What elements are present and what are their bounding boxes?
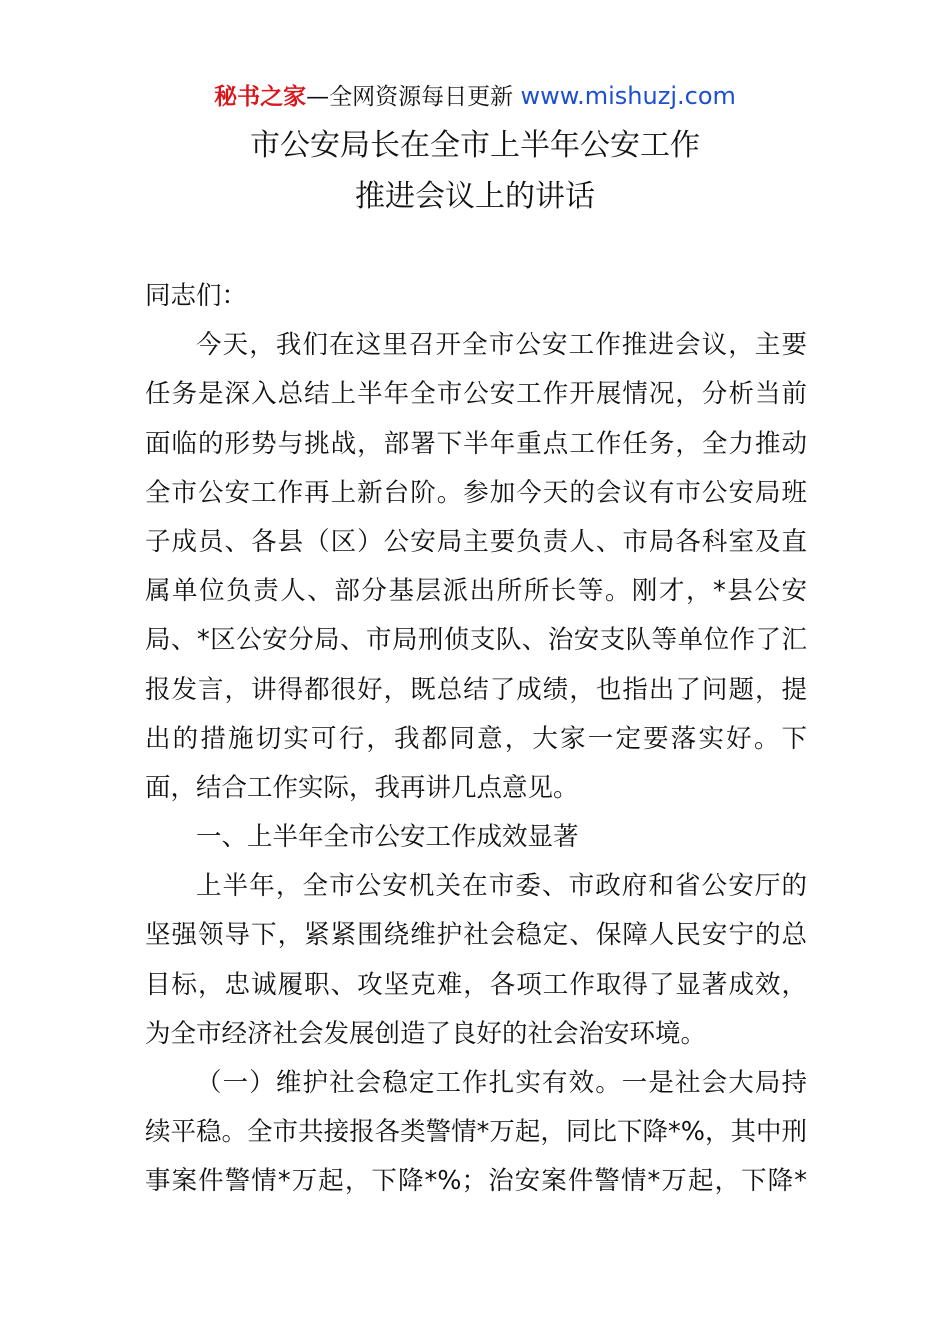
paragraph-line: 面临的形势与挑战，部署下半年重点工作任务，全力推动 bbox=[145, 428, 807, 459]
paragraph-line: （一）维护社会稳定工作扎实有效。一是社会大局持 bbox=[196, 1068, 807, 1098]
site-header bbox=[0, 80, 950, 113]
paragraph-line: 目标，忠诚履职、攻坚克难，各项工作取得了显著成效， bbox=[145, 969, 807, 1000]
paragraph-line: 报发言，讲得都很好，既总结了成绩，也指出了问题，提 bbox=[145, 674, 807, 705]
document-body bbox=[145, 272, 807, 1207]
brand-name: 秘书之家 bbox=[214, 84, 307, 110]
paragraph-line: 面，结合工作实际，我再讲几点意见。 bbox=[145, 772, 579, 803]
salutation: 同志们： bbox=[145, 281, 248, 311]
paragraph-line: 全市公安工作再上新台阶。参加今天的会议有市公安局班 bbox=[145, 477, 807, 508]
site-url-link[interactable]: www.mishuzj.com bbox=[520, 82, 736, 110]
paragraph-line: 出的措施切实可行，我都同意，大家一定要落实好。下 bbox=[145, 723, 807, 754]
paragraph-line: 局、*区公安分局、市局刑侦支队、治安支队等单位作了汇 bbox=[145, 625, 807, 656]
paragraph-line: 属单位负责人、部分基层派出所所长等。刚才，*县公安 bbox=[145, 576, 807, 607]
paragraph-line: 今天，我们在这里召开全市公安工作推进会议，主要 bbox=[196, 330, 807, 361]
header-tagline: —全网资源每日更新 bbox=[306, 84, 521, 110]
paragraph-line: 续平稳。全市共接报各类警情*万起，同比下降*%，其中刑 bbox=[145, 1117, 807, 1148]
paragraph-line: 为全市经济社会发展创造了良好的社会治安环境。 bbox=[145, 1018, 707, 1049]
document-title-line-1: 市公安局长在全市上半年公安工作 bbox=[250, 128, 700, 163]
section-heading: 一、上半年全市公安工作成效显著 bbox=[196, 822, 579, 853]
paragraph-line: 事案件警情*万起，下降*%；治安案件警情*万起，下降* bbox=[145, 1166, 807, 1197]
paragraph-line: 坚强领导下，紧紧围绕维护社会稳定、保障人民安宁的总 bbox=[145, 920, 807, 951]
paragraph-line: 上半年，全市公安机关在市委、市政府和省公安厅的 bbox=[196, 871, 807, 902]
paragraph-line: 任务是深入总结上半年全市公安工作开展情况，分析当前 bbox=[145, 379, 807, 410]
document-title-line-2: 推进会议上的讲话 bbox=[355, 179, 595, 214]
paragraph-line: 子成员、各县（区）公安局主要负责人、市局各科室及直 bbox=[145, 526, 807, 557]
